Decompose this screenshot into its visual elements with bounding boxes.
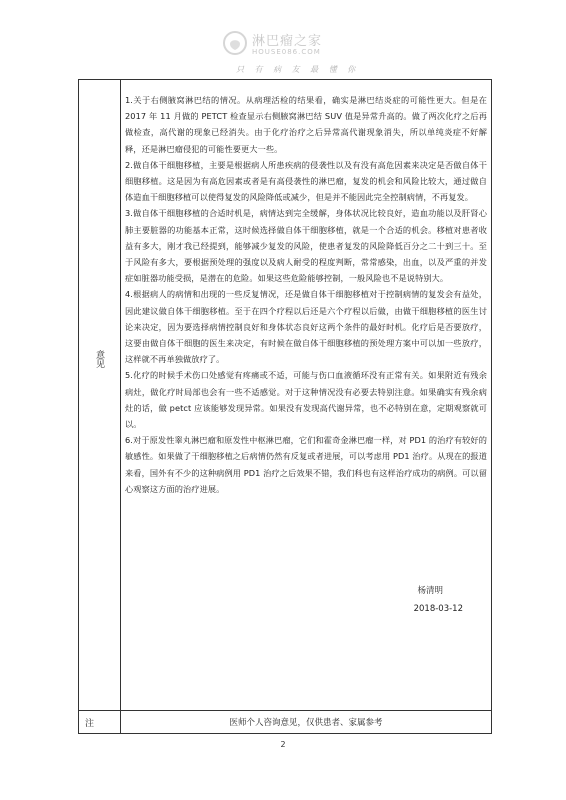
- watermark-brand: 淋巴瘤之家: [252, 34, 323, 49]
- page-number: 2: [280, 740, 286, 749]
- note-text: 医师个人咨询意见，仅供患者、家属参考: [229, 718, 383, 728]
- opinion-paragraph-1: 1.关于右侧腋窝淋巴结的情况。从病理活检的结果看，确实是淋巴结炎症的可能性更大。但是在 2017 年 11 月做的 PETCT 检查显示右侧腋窝淋巴结 SUV 值是异常升高的。做了两次化疗之后再做检查，高代谢的现象已经消失。由于化疗治疗之后异常高代谢现象消失，所以单纯炎症不好解释，还是淋巴瘤侵犯的可能性要更大一些。: [125, 95, 487, 154]
- watermark-logo-icon: [222, 30, 248, 56]
- note-label: 注: [85, 719, 95, 729]
- opinion-paragraph-6: 6.对于原发性睾丸淋巴瘤和原发性中枢淋巴瘤，它们和霍奇金淋巴瘤一样，对 PD1 的治疗有较好的敏感性。如果做了干细胞移植之后病情仍然有反复或者进展，可以考虑用 PD1 治疗。从现在的报道来看，国外有不少的这种病例用 PD1 治疗之后效果不错，我们科也有这样治疗成功的病例。可以留心观察这方面的治疗进展。: [125, 435, 487, 494]
- note-label-cell: [79, 710, 121, 734]
- opinion-paragraph-2: 2.做自体干细胞移植，主要是根据病人所患疾病的侵袭性以及有没有高危因素来决定是否做自体干细胞移植。这是因为有高危因素或者是有高侵袭性的淋巴瘤，复发的机会和风险比较大，通过做自体造血干细胞移植可以使得复发的风险降低或减少，但是并不能因此完全控制病情，不再复发。: [125, 159, 487, 203]
- opinion-label: 意见: [94, 350, 104, 368]
- opinion-form-table: [78, 79, 492, 734]
- opinion-row: [79, 80, 491, 711]
- opinion-label-cell: [79, 80, 121, 710]
- opinion-paragraph-3: 3.做自体干细胞移植的合适时机是，病情达到完全缓解，身体状况比较良好，造血功能以及肝肾心肺主要脏器的功能基本正常，这时候选择做自体干细胞移植，就是一个合适的机会。移植对患者收益有多大，刚才我已经提到，能够减少复发的风险，使患者复发的风险降低百分之二十到三十。至于风险有多大，要根据预处理的强度以及病人耐受的程度判断，常常感染，出血，以及严重的并发症如脏器功能受损，是潜在的危险。如果这些危险能够控制，一般风险也不是说特别大。: [125, 208, 487, 284]
- note-row: [79, 710, 491, 734]
- opinion-paragraph-5: 5.化疗的时候手术伤口处感觉有疼痛或不适，可能与伤口血液循环没有正常有关。如果附近有残余病灶，做化疗时局部也会有一些不适感觉。对于这种情况没有必要去特别注意。如果确实有残余病灶的话，做 petct 应该能够发现异常。如果没有发现高代谢异常，也不必特别在意，定期观察就可以。: [125, 370, 487, 430]
- signature-date: 2018-03-12: [413, 604, 463, 614]
- watermark-site: HOUSE086.COM: [252, 48, 321, 56]
- opinion-paragraph-4: 4.根据病人的病情和出现的一些反复情况，还是做自体干细胞移植对于控制病情的复发会有益处，因此建议做自体干细胞移植。至于在四个疗程以后还是六个疗程以后做，由做干细胞移植的医生讨论来决定，因为要选择病情控制良好和身体状态良好这两个条件的最好时机。化疗后是否要放疗，这要由做自体干细胞的医生来决定，有时候在做自体干细胞移植的预处理方案中可以加一些放疗，这样就不再单独做放疗了。: [125, 289, 487, 365]
- signature-name: 杨清明: [417, 586, 443, 596]
- opinion-content: [125, 92, 487, 614]
- watermark-slogan: 只 有 病 友 最 懂 你: [236, 65, 360, 74]
